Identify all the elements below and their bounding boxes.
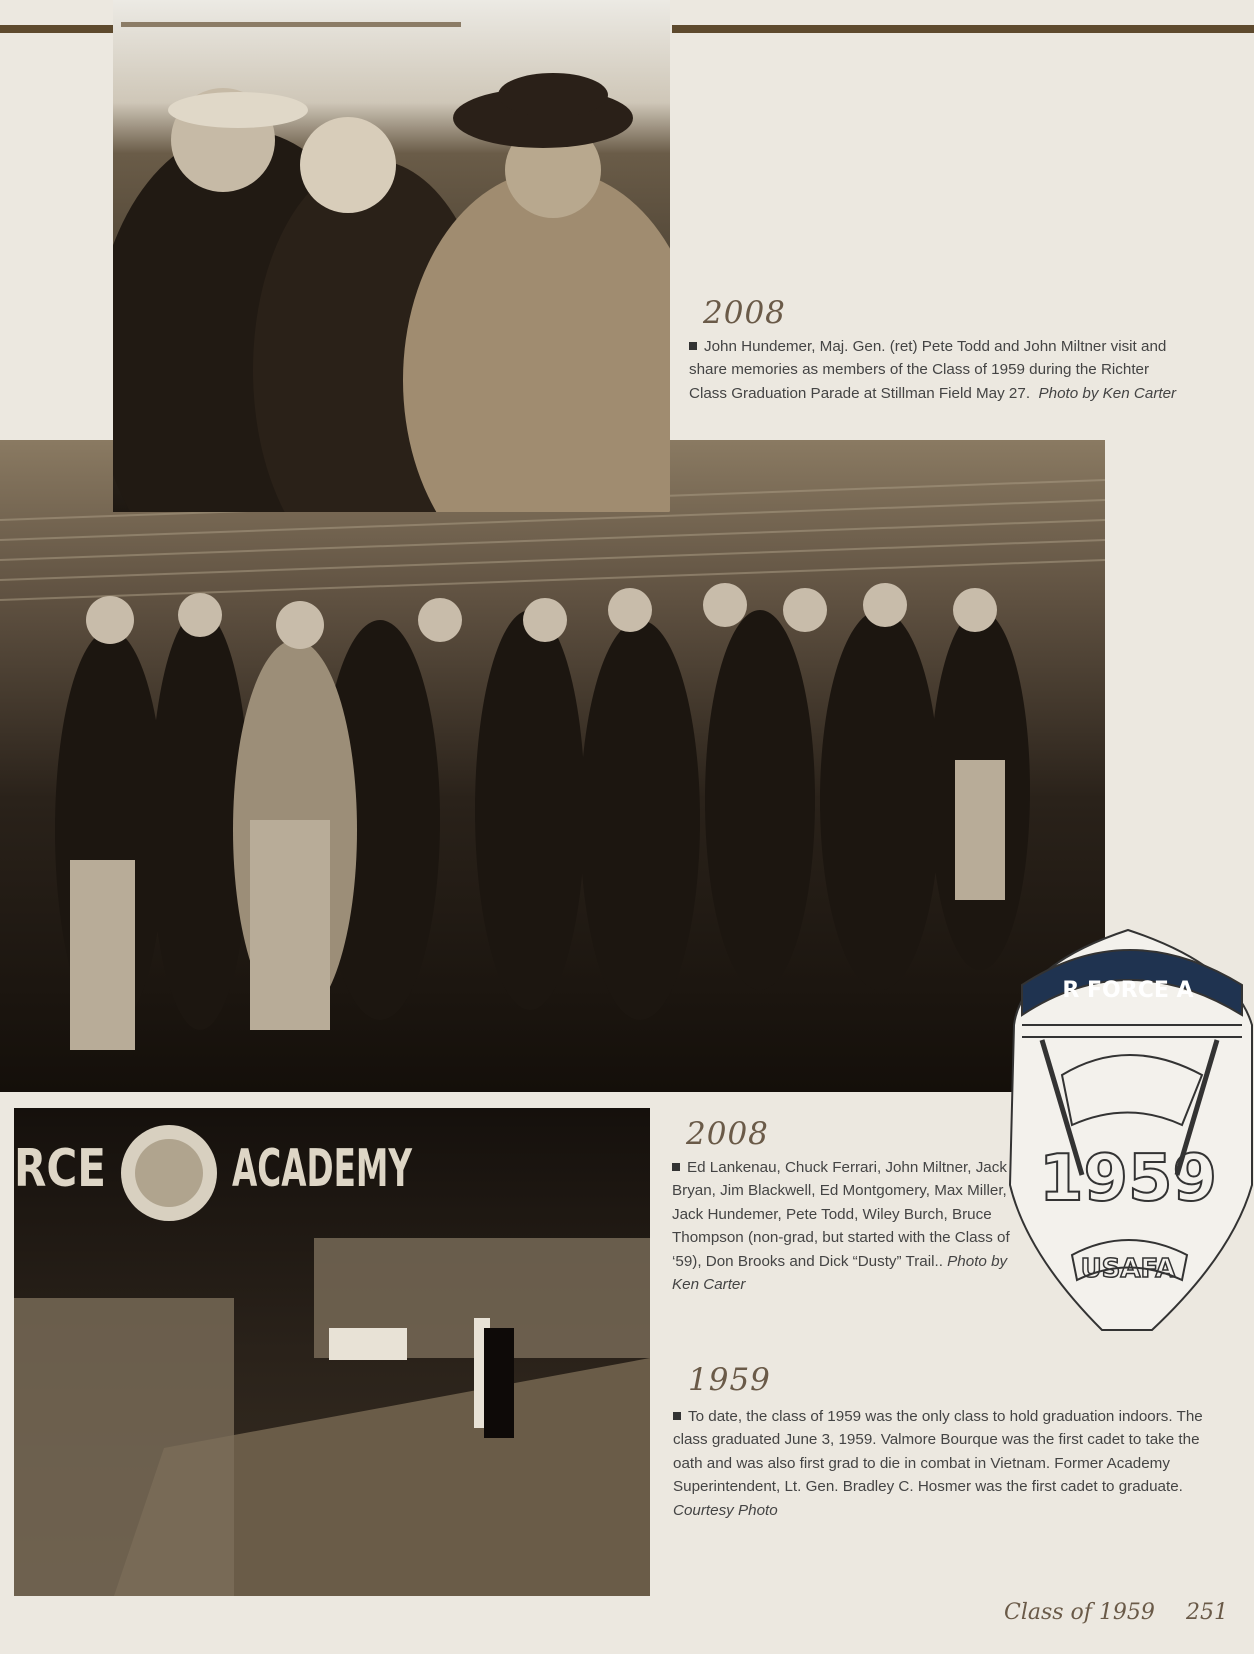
caption-credit-2: Photo by Ken Carter: [672, 1252, 1008, 1294]
caption-text-1: John Hundemer, Maj. Gen. (ret) Pete Todd and John Miltner visit and share memories as members of the Class of 1959 during the Richter Class Graduation Parade at Stillman Field May 27.: [689, 338, 1167, 402]
reunion-photo: [113, 0, 670, 512]
banner-left-text: RCE: [14, 1139, 106, 1199]
bullet-icon: [672, 1163, 680, 1171]
top-rule-left: [0, 25, 115, 33]
ring-bottom-text: USAFA: [1080, 1254, 1176, 1284]
caption-3: [673, 1405, 1218, 1522]
bullet-icon: [689, 342, 697, 350]
page-number: 251: [1186, 1600, 1228, 1625]
caption-credit-1: Photo by Ken Carter: [1038, 384, 1177, 402]
ring-year-text: 1959: [1038, 1142, 1218, 1216]
top-rule-right: [672, 25, 1254, 33]
caption-1: [689, 335, 1189, 405]
group-photo: [0, 440, 1105, 1092]
ring-top-text: R FORCE A: [1062, 978, 1194, 1003]
caption-year-1: 2008: [703, 295, 786, 331]
footer-section-title: Class of 1959: [1004, 1600, 1155, 1625]
caption-year-2: 2008: [686, 1116, 769, 1152]
graduation-photo: [14, 1108, 650, 1596]
caption-text-3: To date, the class of 1959 was the only class to hold graduation indoors. The class graduated June 3, 1959. Valmore Bourque was the first cadet to take the oath and was also first grad to die in combat in Vietnam. Former Academy Superintendent, Lt. Gen. Bradley C. Hosmer was the first cadet to graduate.: [673, 1408, 1203, 1496]
caption-text-2: Ed Lankenau, Chuck Ferrari, John Miltner, Jack Bryan, Jim Blackwell, Ed Montgomery, Max Miller, Jack Hundemer, Pete Todd, Wiley Burch, Bruce Thompson (non-grad, but started with the Class of ‘59), Don Brooks and Dick “Dusty” Trail..: [672, 1159, 1010, 1270]
caption-year-3: 1959: [688, 1362, 771, 1398]
banner-right-text: ACADEMY: [232, 1139, 413, 1199]
bullet-icon: [673, 1412, 681, 1420]
class-ring-illustration: [1002, 925, 1254, 1335]
caption-credit-3: Courtesy Photo: [673, 1501, 778, 1519]
caption-2: [672, 1156, 1017, 1296]
